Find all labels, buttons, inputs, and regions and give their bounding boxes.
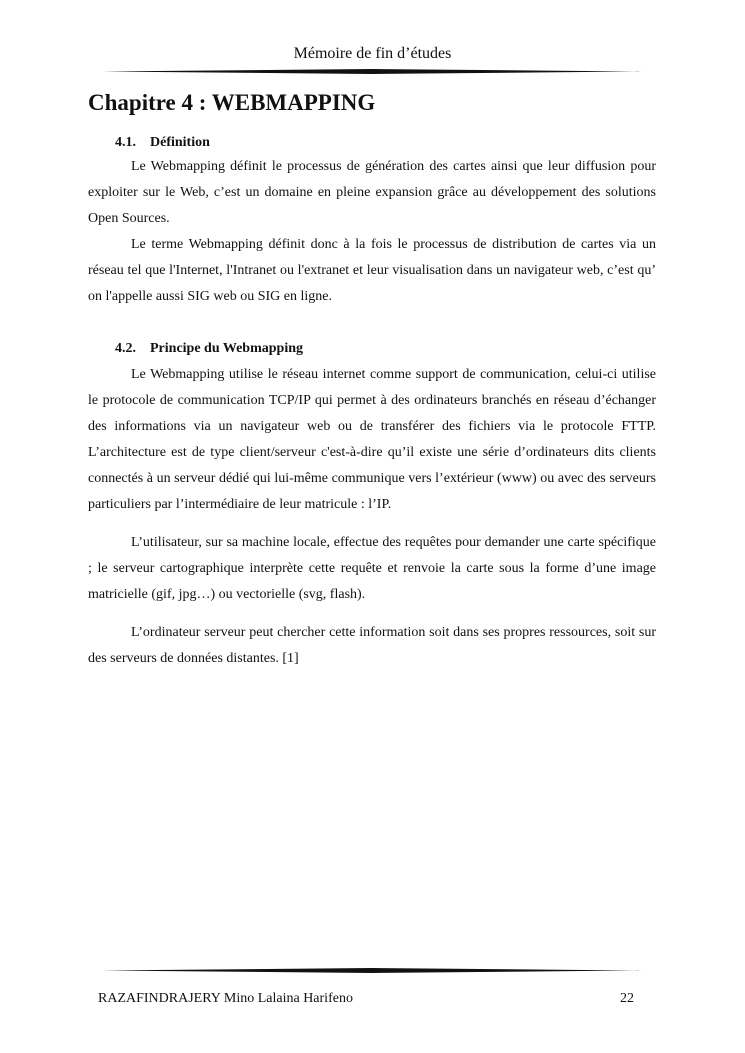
page-header-title: Mémoire de fin d’études: [293, 45, 452, 62]
footer-author: RAZAFINDRAJERY Mino Lalaina Harifeno: [98, 991, 353, 1006]
section-title: Définition: [150, 135, 210, 150]
footer-rule: [102, 968, 642, 973]
section-number: 4.1.: [115, 135, 136, 150]
section-number: 4.2.: [115, 341, 136, 356]
paragraph: Le Webmapping utilise le réseau internet comme support de communication, celui-ci utilise le protocole de communication TCP/IP qui permet à des ordinateurs branchés en réseau d’échanger des informations via un navigateur web ou de transférer des fichiers via le protocole FTTP. L’architecture est de type client/serveur c'est-à-dire qu’il existe une série d’ordinateurs dits clients connectés à un serveur dédié qui lui-même communique vers l’extérieur (www) ou avec des serveurs particuliers par l’intermédiaire de leur matricule : l’IP.: [88, 367, 656, 512]
paragraph: L’utilisateur, sur sa machine locale, effectue des requêtes pour demander une carte spécifique ; le serveur cartographique interprète cette requête et renvoie la carte sous la forme d’une image matricielle (gif, jpg…) ou vectorielle (svg, flash).: [88, 535, 656, 602]
chapter-title: Chapitre 4 : WEBMAPPING: [88, 90, 376, 115]
header-rule: [102, 69, 642, 74]
section-heading-principe: [115, 340, 303, 358]
section-title: Principe du Webmapping: [150, 341, 304, 356]
paragraph: Le Webmapping définit le processus de génération des cartes ainsi que leur diffusion pour exploiter sur le Web, c’est un domaine en pleine expansion grâce au développement des solutions Open Sources.: [88, 159, 656, 226]
section-heading-definition: [115, 134, 210, 152]
paragraph: L’ordinateur serveur peut chercher cette information soit dans ses propres ressources, soit sur des serveurs de données distantes. [1]: [88, 625, 656, 666]
page-number: 22: [620, 991, 634, 1006]
paragraph: Le terme Webmapping définit donc à la fois le processus de distribution de cartes via un réseau tel que l'Internet, l'Intranet ou l'extranet et leur visualisation dans un navigateur web, c’est qu’ on l'appelle aussi SIG web ou SIG en ligne.: [88, 237, 656, 304]
